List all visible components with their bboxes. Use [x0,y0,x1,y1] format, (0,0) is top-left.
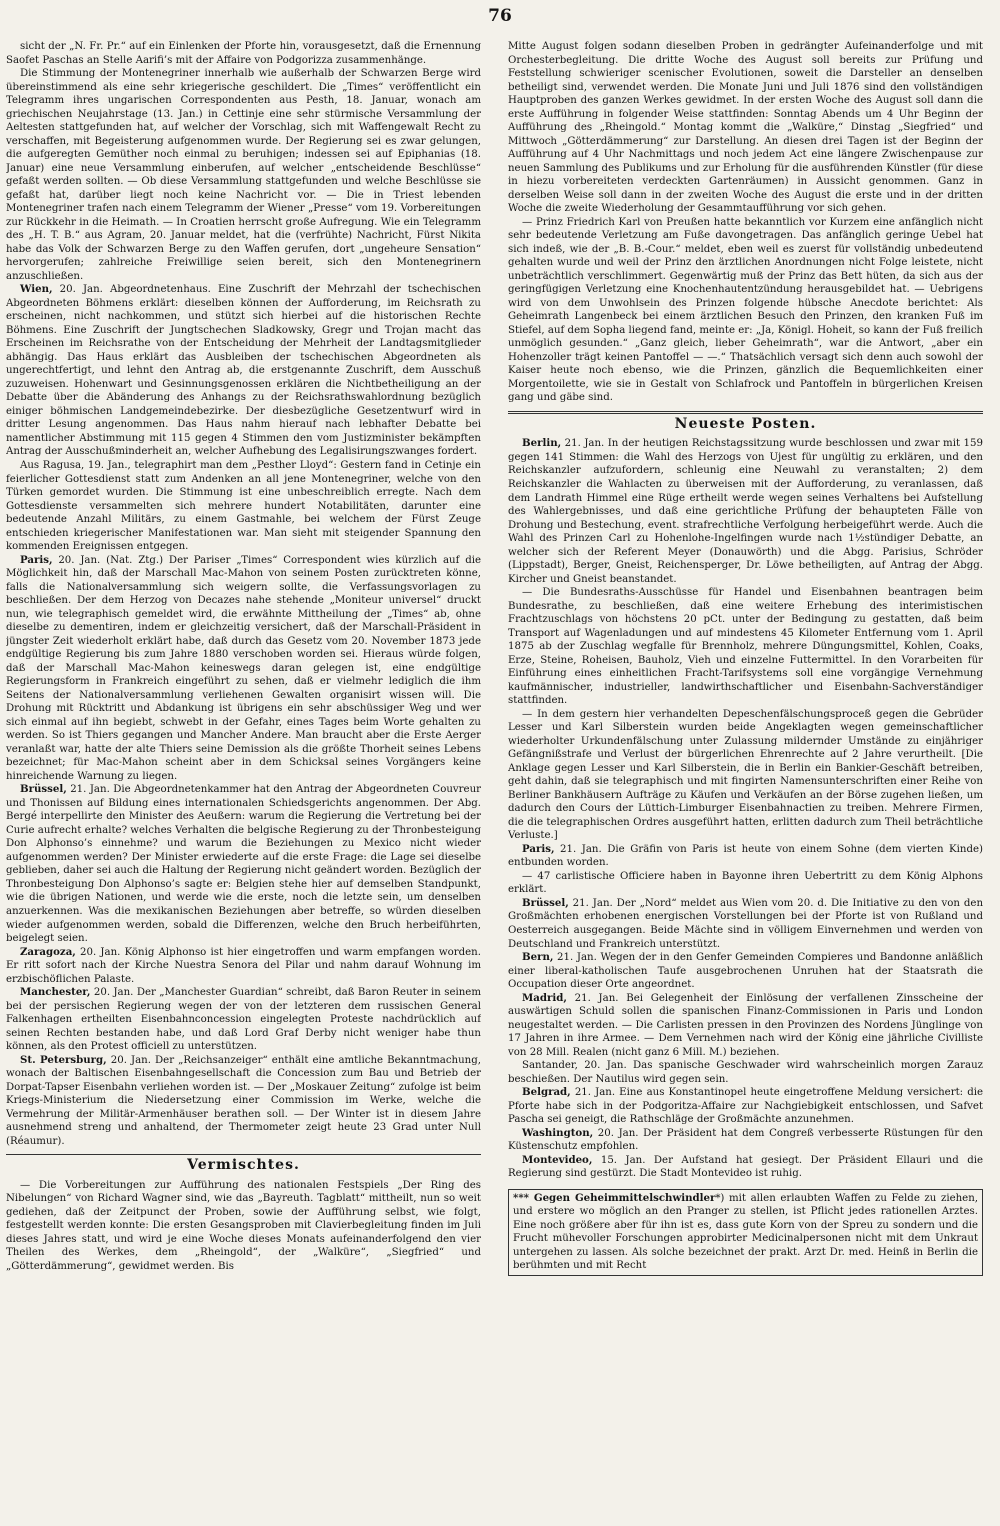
dateline: Paris, [20,553,53,566]
dateline: Berlin, [522,437,562,450]
left-articles [6,40,481,1148]
article-text: 21. Jan. Wegen der in den Genfer Gemeinden Compieres und Bandonne anläßlich einer liberal-katholischen Taufe ausgebrochenen Unruhen hat der Staatsrath die Occupation dieser Orte angeordnet. [508,952,983,991]
article-text: 20. Jan. (Nat. Ztg.) Der Pariser „Times“ Correspondent wies kürzlich auf die Möglichkeit hin, daß der Marschall Mac-Mahon von seinem Posten zurücktreten könne, falls die Nationalversammlung sich weigern sollte, die Verfassungsvorlagen zu beschließen. Der dem Herzog von Decazes nahe stehende „Moniteur universel“ druckt nun, wie telegraphisch gemeldet wird, die erwähnte Mittheilung der „Times“ ab, ohne dieselbe zu dementiren, indem er gleichzeitig versichert, daß der Marschall-Präsident in jüngster Zeit wiederholt erklärt habe, daß durch das Gesetz vom 20. November 1873 jede endgültige Regierung bis zum Jahre 1880 verschoben worden sei. Hieraus würde folgen, daß der Marschall Mac-Mahon keineswegs daran gelegen ist, eine endgültige Regierungsform in Frankreich eingeführt zu sehen, daß er vielmehr lediglich die ihm Seitens der Nationalversammlung verliehenen Gewalten organisirt wissen will. Die Drohung mit Rücktritt und Abdankung ist übrigens ein sehr abschüssiger Weg und wer sich einmal auf ihn begiebt, schwebt in der Gefahr, eines Tages beim Worte gehalten zu werden. So ist Thiers gegangen und Mancher Andere. Man braucht aber die Erste Aerger veranlaßt war, hatte der alte Thiers seine Demission als die größte Thorheit seines Lebens bezeichnet; für Mac-Mahon scheint aber in dem Schicksal seines Vorgängers keine hinreichende Warnung zu liegen. [6,554,481,782]
article-text: 20. Jan. Abgeordnetenhaus. Eine Zuschrift der Mehrzahl der tschechischen Abgeordneten Böhmens erklärt: dieselben können der Aufforderung, im Reichsrath zu erscheinen, nicht nachkommen, und stützt sich hierbei auf die historischen Rechte Böhmens. Eine Zuschrift der Jungtschechen Sladkowsky, Gregr und Trojan macht das Erscheinen im Reichsrathe von der Entscheidung der Mehrheit der Landtagsmitglieder abhängig. Das Haus erklärt das Ausbleiben der tschechischen Abgeordneten als ungerechtfertigt, und lehnt den Antrag ab, die erstgenannte Zuschrift, dem Ausschuß zuzuweisen. Hohenwart und Gesinnungsgenossen erklären die Nichtbetheiligung an der Debatte über die Abänderung des Anhangs zu der Reichsrathswahlordnung bezüglich einiger böhmischen Landgemeindebezirke. Der diesbezügliche Gesetzentwurf wird in dritter Lesung angenommen. Das Haus nahm hierauf nach lebhafter Debatte bei namentlicher Abstimmung mit 115 gegen 4 Stimmen den vom Justizminister bekämpften Antrag der Ausschußminderheit an, welcher Aufhebung des Legalisirungszwanges fordert. [6,284,481,458]
dateline: Paris, [522,842,555,855]
section-title-neueste-posten: Neueste Posten. [674,415,817,432]
article-paragraph [508,437,983,586]
article-paragraph [6,459,481,554]
article-text: 20. Jan. Der Präsident hat dem Congreß verbesserte Rüstungen für den Küstenschutz empfohlen. [508,1127,983,1153]
left-column [6,40,481,1520]
article-text: 21. Jan. Die Gräfin von Paris ist heute von einem Sohne (dem vierten Kinde) entbunden worden. [508,843,983,869]
dateline: Washington, [522,1126,594,1139]
article-paragraph [508,870,983,897]
article-paragraph [508,216,983,405]
article-paragraph [6,40,481,67]
article-paragraph [508,586,983,708]
article-text: 21. Jan. Eine aus Konstantinopel heute eingetroffene Meldung versichert: die Pforte habe sich in der Podgoritza-Affaire zur Nachgiebigkeit entschlossen, und Safvet Pascha sei geneigt, die Rathschläge der Großmächte anzunehmen. [508,1087,983,1126]
article-text: Santander, 20. Jan. Das spanische Geschwader wird wahrscheinlich morgen Zarauz beschießen. Der Nautilus wird gegen sein. [508,1060,983,1085]
section-title-vermischtes: Vermischtes. [187,1157,300,1174]
news-articles [508,437,983,1180]
section-divider [508,411,983,414]
dateline: Manchester, [20,986,91,999]
dateline: Belgrad, [522,1086,571,1099]
article-paragraph [6,986,481,1054]
article-paragraph [508,1086,983,1127]
article-text: — 47 carlistische Officiere haben in Bayonne ihren Uebertritt zu dem König Alphons erklärt. [508,870,983,896]
article-text: — In dem gestern hier verhandelten Depeschenfälschungsproceß gegen die Gebrüder Lesser und Karl Silberstein wurden beide Angeklagten wegen gemeinschaftlicher wiederholter Urkundenfälschung unter Zulassung mildernder Umstände zu einjähriger Gefängnißstrafe und Verlust der bürgerlichen Ehrenrechte auf 2 Jahre verurtheilt. [Die Anklage gegen Lesser und Karl Silberstein, die in Berlin ein Bankier-Geschäft betreiben, geht dahin, daß sie telegraphisch und mit fingirten Namensunterschriften einer Reihe von Berliner Bankhäusern Aufträge zu Käufen und Verkäufen an der Börse zugehen ließen, um dadurch den Cours der Lüttich-Limburger Eisenbahnactien zu treiben. Mehrere Firmen, die die telegraphischen Ordres ausgeführt hatten, erlitten dadurch zum Theil beträchtliche Verluste.] [508,708,983,842]
article-paragraph [508,992,983,1060]
article-paragraph [6,1054,481,1149]
article-text: — Prinz Friedrich Karl von Preußen hatte bekanntlich vor Kurzem eine anfänglich nicht sehr bedeutende Verletzung am Fuße davongetragen. Das anfänglich geringe Uebel hat sich indeß, wie der „B. B.-Cour.“ meldet, eben weil es zuerst für vollständig unbedeutend gehalten wurde und weil der Prinz den ärztlichen Anordnungen nicht Folge leistete, nicht unbeträchtlich verschlimmert. Gegenwärtig muß der Prinz das Bett hüten, da sich aus der geringfügigen Verletzung eine Knochenhautentzündung herausgebildet hat. — Uebrigens wird von dem Unwohlsein des Prinzen folgende hübsche Anecdote berichtet: Als Geheimrath Langenbeck bei einem ärztlichen Besuch den Prinzen, den kranken Fuß im Stiefel, auf dem Sopha liegend fand, meinte er: „Ja, Königl. Hoheit, so kann der Fuß freilich unmöglich gesunden.“ „Ganz gleich, lieber Geheimrath“, war die Antwort, „aber ein Hohenzoller trägt keinen Pantoffel — —.“ Thatsächlich versagt sich denn auch sowohl der Kaiser heute noch ebenso, wie die Prinzen, gänzlich die Bequemlichkeiten einer Morgentoilette, wie sie in Gestalt von Schlafrock und Pantoffeln in bürgerlichen Kreisen gang und gäbe sind. [508,216,983,404]
article-text: 15. Jan. Der Aufstand hat gesiegt. Der Präsident Ellauri und die Regierung sind gestürzt. Die Stadt Montevideo ist ruhig. [508,1154,983,1180]
article-text: 21. Jan. Die Abgeordnetenkammer hat den Antrag der Abgeordneten Couvreur und Thonissen auf Bildung eines internationalen Schiedsgerichts angenommen. Der Abg. Bergé interpellirte den Minister des Aeußern: warum die Regierung die Vertretung bei der Curie aufrecht erhalte? welches Verhalten die belgische Regierung zu der Thronbesteigung Don Alphonso’s einnehme? und warum die Beziehungen zu Mexico nicht wieder aufgenommen werden? Der Minister erwiederte auf die erste Frage: die Lage sei dieselbe geblieben, daher sei auch die Haltung der Regierung nicht geändert worden. Bezüglich der Thronbesteigung Don Alphonso’s sagte er: Belgien stehe hier auf demselben Standpunkt, wie die übrigen Nationen, und werde wie die erste, noch die letzte sein, um denselben anzuerkennen. Was die mexikanischen Beziehungen aber betreffe, so würden dieselben wieder aufgenommen werden, sobald die Differenzen, welche den Bruch herbeiführten, beigelegt seien. [6,784,481,945]
article-paragraph [6,67,481,283]
page-number: 76 [488,6,512,26]
article-text: 21. Jan. Der „Nord“ meldet aus Wien vom 20. d. Die Initiative zu den von den Großmächten erhobenen energischen Vorstellungen bei der Pforte ist von Rußland und Oesterreich ausgegangen. Beide Mächte sind in völligem Einvernehmen und werden von Deutschland und Frankreich unterstützt. [508,897,983,950]
article-paragraph [508,843,983,870]
misc-articles [6,1179,481,1274]
article-paragraph [6,283,481,459]
article-text: sicht der „N. Fr. Pr.“ auf ein Einlenken der Pforte hin, vorausgesetzt, daß die Ernennung Saofet Paschas an Stelle Aarifi’s mit der Affaire von Podgorizza zusammenhänge. [6,41,481,66]
advert-box [508,1189,983,1276]
article-paragraph [508,1127,983,1154]
article-paragraph [6,946,481,987]
dateline: Montevideo, [522,1153,593,1166]
article-paragraph [508,40,983,216]
article-paragraph [508,1059,983,1086]
dateline: Brüssel, [20,783,67,796]
article-text: Mitte August folgen sodann dieselben Proben in gedrängter Aufeinanderfolge und mit Orchesterbegleitung. Die dritte Woche des August soll bereits zur Prüfung und Feststellung schwieriger scenischer Evolutionen, soweit die Darsteller an denselben betheiligt sind, verwendet werden. Die Monate Juni und Juli 1876 sind den vollständigen Hauptproben des ganzen Werkes gewidmet. In der ersten Woche des August soll dann die erste Aufführung in folgender Weise stattfinden: Sonntag Abends um 4 Uhr Beginn der Aufführung des „Rheingold.“ Montag kommt die „Walküre,“ Dinstag „Siegfried“ und Mittwoch „Götterdämmerung“ zur Darstellung. An diesen drei Tagen ist der Beginn der Aufführung auf 4 Uhr Nachmittags und noch jedem Act eine längere Zwischenpause zur neuen Sammlung des Publikums und zur Erholung für die ausführenden Künstler (für diese in hiezu vorbereiteten verdeckten Gartenräumen) in Aussicht genommen. Ganz in derselben Weise soll dann in der zweiten Woche des August die erste und in der dritten Woche die zweite Wiederholung der Gesammtaufführung vor sich gehen. [508,41,983,215]
article-text: 20. Jan. Der „Manchester Guardian“ schreibt, daß Baron Reuter in seinem bei der persischen Regierung wegen der von der letzteren dem russischen General Falkenhagen ertheilten Eisenbahnconcession eingelegten Proteste nachdrücklich auf seinen Rechten bestanden habe, und daß Lord Graf Derby nicht weniger habe thun können, als den Protest officiell zu unterstützen. [6,987,481,1053]
dateline: Madrid, [522,991,567,1004]
dateline: Wien, [20,283,53,296]
advert-paragraph [513,1192,978,1273]
article-text: 21. Jan. Bei Gelegenheit der Einlösung der verfallenen Zinsscheine der auswärtigen Schuld sollen die spanischen Finanz-Commissionen in Paris und London neugestaltet werden. — Die Carlisten pressen in den Provinzen des Nordens Jünglinge von 17 Jahren in ihre Armee. — Dem Vernehmen nach wird der König eine jährliche Civilliste von 28 Mill. Realen (nicht ganz 6 Mill. M.) beziehen. [508,992,983,1058]
article-paragraph [6,783,481,945]
right-articles [508,40,983,405]
article-text: Aus Ragusa, 19. Jan., telegraphirt man dem „Pesther Lloyd“: Gestern fand in Cetinje ein feierlicher Gottesdienst statt zum Andenken an all jene Montenegriner, welche von den Türken gemordet wurden. Die Stimmung ist eine unbeschreiblich erregte. Nach dem Gottesdienste versammelten sich mehrere hundert Notabilitäten, darunter eine bedeutende Anzahl Militärs, zu einem Gastmahle, bei welchem der Fürst Zeuge entschieden kriegerischer Manifestationen war. Man sieht mit steigender Spannung den kommenden Ereignissen entgegen. [6,459,481,553]
article-paragraph [508,708,983,843]
dateline: St. Petersburg, [20,1053,107,1066]
section-divider [6,1154,481,1155]
article-paragraph [508,951,983,992]
article-text: 21. Jan. In der heutigen Reichstagssitzung wurde beschlossen und zwar mit 159 gegen 141 Stimmen: die Wahl des Herzogs von Ujest für ungültig zu erklären, und den Reichskanzler aufzufordern, schleunig eine Neuwahl zu veranstalten; 2) dem Reichskanzler die Wahlacten zu überweisen mit der Aufforderung, zu veranlassen, daß dem Landrath Himmel eine Rüge ertheilt werde wegen seines Verhaltens bei Aufstellung des Wahlergebnisses, und daß eine gerichtliche Prüfung der behaupteten Fälle von Drohung und Bestechung, event. strafrechtliche Verfolgung herbeigeführt werde. Auch die Wahl des Prinzen Carl zu Hohenlohe-Ingelfingen wurde nach 1½stündiger Debatte, an welcher sich der Referent Meyer (Donauwörth) und die Abgg. Parisius, Schröder (Lippstadt), Berger, Gneist, Reichensperger, Dr. Löwe betheiligten, auf Antrag der Abgg. Kircher und Gneist beanstandet. [508,438,983,585]
article-paragraph [508,897,983,951]
article-paragraph [6,554,481,784]
article-text: 20. Jan. Der „Reichsanzeiger“ enthält eine amtliche Bekanntmachung, wonach der Baltischen Eisenbahngesellschaft die Concession zum Bau und Betrieb der Dorpat-Tapser Eisenbahn verliehen worden ist. — Der „Moskauer Zeitung“ zufolge ist beim Kriegs-Ministerium die Niedersetzung einer Commission im Werke, welche die Vermehrung der Militär-Armenhäuser berathen soll. — Der Winter ist in diesem Jahre ausnehmend streng und anhaltend, der Thermometer zeigt heute 23 Grad unter Null (Réaumur). [6,1054,481,1147]
article-text: — Die Bundesraths-Ausschüsse für Handel und Eisenbahnen beantragen beim Bundesrathe, zu beschließen, daß eine weitere Erhebung des interimistischen Frachtzuschlags von höchstens 20 pCt. unter der Bedingung zu gestatten, daß beim Transport auf Wagenladungen und auf mindestens 45 Kilometer Entfernung vom 1. April 1875 ab der Zuschlag wegfalle für Brennholz, mehrere Düngungsmittel, Kohlen, Coaks, Erze, Steine, Roheisen, Bauholz, Vieh und einzelne Futtermittel. In den Vorarbeiten für Einführung eines einheitlichen Fracht-Tarifsystems soll eine vorgängige Vernehmung kaufmännischer, industrieller, landwirthschaftlicher und Eisenbahn-Sachverständiger stattfinden. [508,587,983,707]
article-text: — Die Vorbereitungen zur Aufführung des nationalen Festspiels „Der Ring des Nibelungen“ von Richard Wagner sind, wie das „Bayreuth. Tagblatt“ mittheilt, nun so weit gediehen, daß der Zeitpunct der Proben, sowie der Aufführung selbst, wie folgt, festgestellt werden konnte: Die ersten Gesangsproben mit Clavierbegleitung finden im Juli dieses Jahres statt, und wird je eine Woche dieses Monats aufeinanderfolgend den vier Theilen des Werkes, dem „Rheingold“, der „Walküre“, „Siegfried“ und „Götterdämmerung“, gewidmet werden. Bis [6,1179,481,1272]
right-column [508,40,983,1520]
article-paragraph [6,1179,481,1274]
dateline: Brüssel, [522,896,569,909]
dateline: Zaragoza, [20,945,76,958]
article-text: Die Stimmung der Montenegriner innerhalb wie außerhalb der Schwarzen Berge wird übereinstimmend als eine sehr kriegerische geschildert. Die „Times“ veröffentlicht ein Telegramm ihres ungarischen Correspondenten aus Pesth, 18. Januar, wonach am griechischen Neujahrstage (13. Jan.) in Cettinje eine sehr stürmische Versammlung der Aeltesten stattgefunden hat, auf welcher der Vorschlag, sich mit Waffengewalt Recht zu verschaffen, mit Begeisterung aufgenommen wurde. Der Regierung sei es zwar gelungen, die aufgeregten Gemüther noch einmal zu beruhigen; indessen sei auf Epiphanias (18. Januar) eine neue Versammlung einberufen, auf welcher „entscheidende Beschlüsse“ gefaßt werden sollten. — Ob diese Versammlung stattgefunden und welche Beschlüsse sie gefaßt hat, darüber liegt noch keine Nachricht vor. — Die in Triest lebenden Montenegriner trafen nach einem Telegramm der Wiener „Presse“ vom 19. Vorbereitungen zur Rückkehr in die Heimath. — In Croatien herrscht große Aufregung. Wie ein Telegramm des „H. T. B.“ aus Agram, 20. Januar meldet, hat die (verfrühte) Nachricht, Fürst Nikita habe das Volk der Schwarzen Berge zu den Waffen gerufen, dort „ungeheure Sensation“ hervorgerufen; zahlreiche Freiwillige seien bereit, sich den Montenegrinern anzuschließen. [6,68,481,282]
dateline: Bern, [522,951,554,964]
article-text: 20. Jan. König Alphonso ist hier eingetroffen und warm empfangen worden. Er ritt sofort nach der Kirche Nuestra Senora del Pilar und nahm darauf Wohnung im erzbischöflichen Palaste. [6,946,481,985]
advert-title: *** Gegen Geheimmittelschwindler [513,1191,716,1204]
advert-text: *) mit allen erlaubten Waffen zu Felde zu ziehen, und erstere wo möglich an den Pranger zu stellen, ist Pflicht jedes rationellen Arztes. Eine noch größere aber für ihn ist es, dass gute Korn von der Spreu zu sondern und die Frucht mühevoller Forschungen approbirter Medicinalpersonen nicht mit dem Unkraut untergehen zu lassen. Als solche bezeichnet der prakt. Arzt Dr. med. Heinß in Berlin die berühmten und mit Recht [513,1192,978,1272]
article-paragraph [508,1154,983,1181]
